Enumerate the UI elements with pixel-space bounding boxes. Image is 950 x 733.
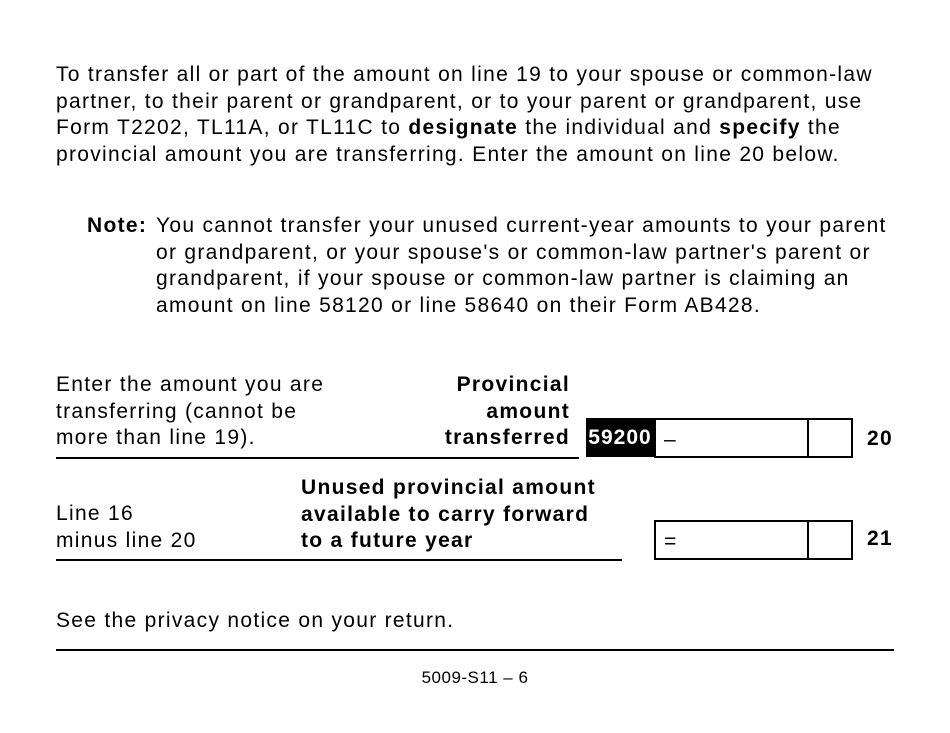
line20-desc-2: transferring (cannot be (56, 399, 298, 423)
line21-amount-field[interactable] (654, 520, 809, 560)
line20-amount-field[interactable] (654, 418, 809, 458)
line21-equals-sign: = (664, 530, 678, 553)
footer-rule (56, 649, 894, 651)
intro-text-2: the individual and (518, 116, 720, 139)
line20-number: 20 (867, 427, 893, 450)
line20-label-1: Provincial (456, 373, 570, 396)
line20-underline (56, 457, 579, 459)
line20-label-2: amount (486, 399, 570, 423)
intro-bold-designate: designate (408, 116, 519, 139)
note-label: Note: (87, 214, 148, 237)
line20-cents-field[interactable] (807, 418, 853, 458)
line21-number: 21 (867, 527, 893, 550)
line21-cents-field[interactable] (807, 520, 853, 560)
line21-label-3: to a future year (301, 529, 474, 552)
line21-desc-2: minus line 20 (56, 528, 197, 552)
line21-label-1: Unused provincial amount (301, 476, 596, 499)
line20-desc-3: more than line 19). (56, 426, 256, 449)
line20-minus-sign: – (664, 428, 677, 451)
intro-paragraph (56, 62, 906, 168)
line21-desc-1: Line 16 (56, 502, 134, 525)
line21-label-2: available to carry forward (301, 502, 590, 526)
intro-text-3: the provincial amount you are transferring. Enter the amount on line 20 below. (56, 116, 841, 166)
line20-label-3: transferred (444, 426, 570, 449)
line21-label (301, 475, 596, 555)
line20-desc-1: Enter the amount you are (56, 373, 325, 396)
line20-label (445, 372, 570, 452)
page-footer: 5009-S11 – 6 (421, 668, 529, 687)
line21-underline (56, 559, 622, 561)
line20-code-box: 59200 (586, 418, 654, 457)
note-text: You cannot transfer your unused current-year amounts to your parent or grandparent, or your spouse's or common-law partner's parent or grandparent, if your spouse or common-law partner is claiming an amount on line 58120 or line 58640 on their Form AB428. (156, 214, 887, 317)
line21-description (56, 501, 197, 554)
privacy-notice: See the privacy notice on your return. (56, 609, 455, 632)
line20-description (56, 372, 324, 452)
intro-bold-specify: specify (719, 116, 801, 139)
intro-text-1: To transfer all or part of the amount on line 19 to your spouse or common-law partner, to their parent or grandparent, or to your parent or grandparent, use Form T2202, TL11A, or TL11C to (56, 63, 873, 139)
